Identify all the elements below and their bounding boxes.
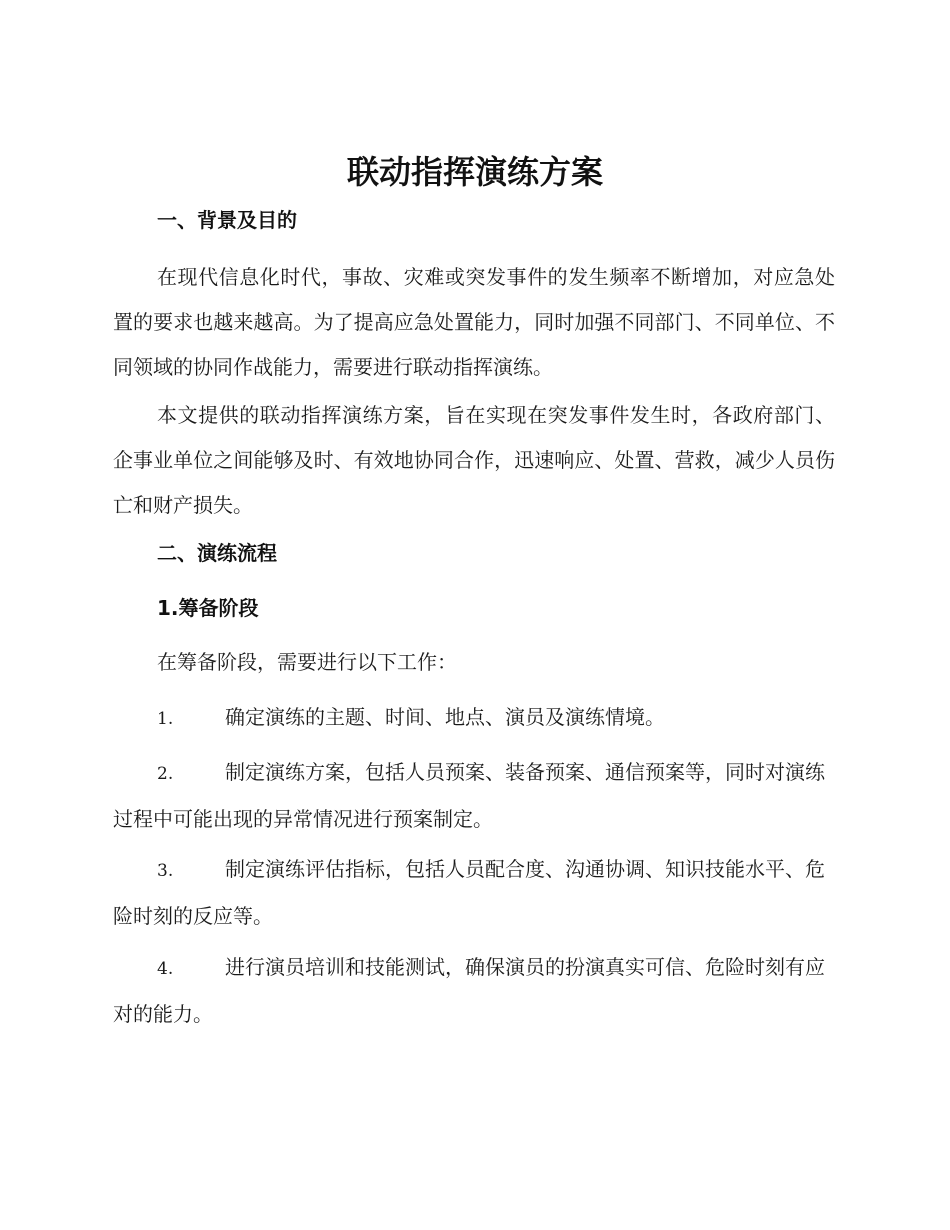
list-item-text: 制定演练评估指标，包括人员配合度、沟通协调、知识技能水平、危险时刻的反应等。	[113, 857, 825, 928]
list-item-number: 3.	[157, 861, 174, 881]
section-heading-process: 二、演练流程	[157, 541, 277, 565]
subsection-heading-preparation: 1.筹备阶段	[157, 596, 259, 620]
section-heading-background: 一、背景及目的	[157, 208, 297, 232]
list-item-text: 进行演员培训和技能测试，确保演员的扮演真实可信、危险时刻有应对的能力。	[113, 955, 825, 1026]
list-item	[113, 945, 835, 1037]
paragraph-background-2: 本文提供的联动指挥演练方案，旨在实现在突发事件发生时，各政府部门、企事业单位之间能够及时、有效地协同合作，迅速响应、处置、营救，减少人员伤亡和财产损失。	[113, 403, 835, 517]
list-item-number: 1.	[157, 709, 174, 729]
list-item	[113, 695, 835, 742]
list-item-number: 4.	[157, 959, 174, 979]
list-item-text: 制定演练方案，包括人员预案、装备预案、通信预案等，同时对演练过程中可能出现的异常情况进行预案制定。	[113, 760, 825, 831]
paragraph-preparation-intro: 在筹备阶段，需要进行以下工作：	[157, 650, 457, 674]
list-item-number: 2.	[157, 764, 174, 784]
list-item	[113, 847, 835, 939]
document-title: 联动指挥演练方案	[346, 153, 603, 191]
list-item	[113, 750, 835, 842]
list-item-text: 确定演练的主题、时间、地点、演员及演练情境。	[225, 705, 665, 729]
paragraph-background-1: 在现代信息化时代，事故、灾难或突发事件的发生频率不断增加，对应急处置的要求也越来越高。为了提高应急处置能力，同时加强不同部门、不同单位、不同领域的协同作战能力，需要进行联动指挥演练。	[113, 265, 835, 379]
